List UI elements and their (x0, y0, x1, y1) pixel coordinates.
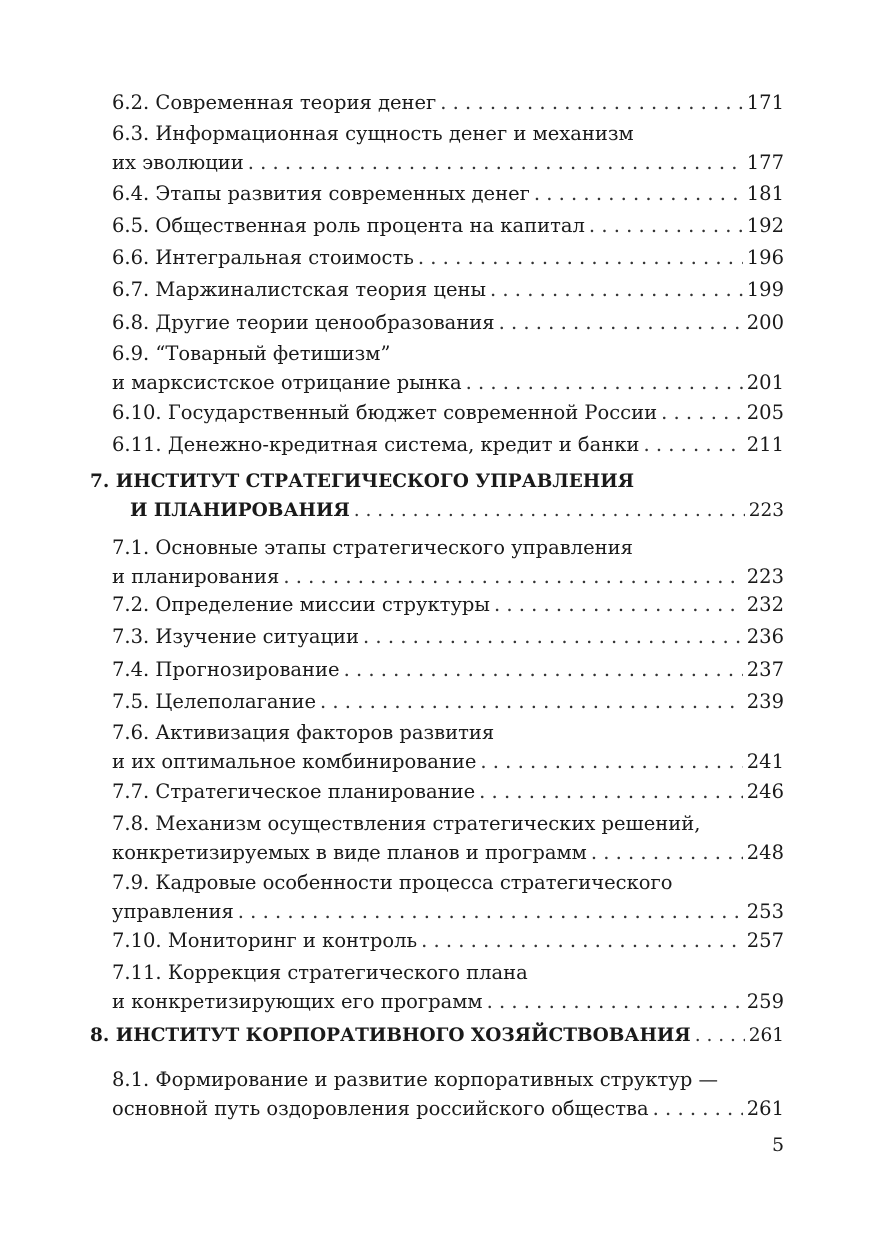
dot-leader (320, 687, 743, 716)
toc-entry-7-1 (112, 533, 784, 591)
toc-entry-6-10 (112, 398, 784, 427)
toc-entry-6-9 (112, 339, 784, 397)
toc-page-number: 171 (746, 91, 784, 114)
toc-entry-title: 6.10. Государственный бюджет современной России (112, 401, 658, 424)
dot-leader (363, 622, 743, 651)
page-number: 5 (772, 1134, 785, 1156)
toc-entry-7-11 (112, 958, 784, 1016)
toc-entry-7-5 (112, 687, 784, 716)
dot-leader (418, 243, 743, 272)
dot-leader (534, 179, 743, 208)
dot-leader (354, 496, 745, 525)
chapter-title: 7. ИНСТИТУТ СТРАТЕГИЧЕСКОГО УПРАВЛЕНИЯ (90, 471, 635, 492)
toc-entry-6-4 (112, 179, 784, 208)
chapter-title-continued: И ПЛАНИРОВАНИЯ (130, 500, 350, 521)
dot-leader (695, 1021, 745, 1050)
toc-entry-title-continued: основной путь оздоровления российского общества (112, 1097, 649, 1120)
dot-leader (499, 308, 743, 337)
toc-entry-8-1 (112, 1065, 784, 1123)
toc-entry-title: 7.3. Изучение ситуации (112, 625, 360, 648)
toc-page-number: 177 (746, 151, 784, 174)
toc-entry-title-continued: и конкретизирующих его программ (112, 990, 483, 1013)
toc-entry-7-9 (112, 868, 784, 926)
dot-leader (479, 777, 743, 806)
toc-entry-title: 7.1. Основные этапы стратегического управления (112, 536, 633, 559)
toc-page-number: 196 (746, 246, 784, 269)
chapter-title: 8. ИНСТИТУТ КОРПОРАТИВНОГО ХОЗЯЙСТВОВАНИЯ (90, 1025, 691, 1046)
toc-entry-7-8 (112, 809, 784, 867)
toc-entry-title: 6.4. Этапы развития современных денег (112, 182, 530, 205)
toc-page-number: 199 (746, 278, 784, 301)
toc-entry-7-7 (112, 777, 784, 806)
dot-leader (589, 211, 743, 240)
dot-leader (653, 1094, 743, 1123)
dot-leader (643, 430, 742, 459)
dot-leader (487, 987, 743, 1016)
toc-entry-title: 6.8. Другие теории ценообразования (112, 311, 495, 334)
toc-entry-title: 7.6. Активизация факторов развития (112, 721, 495, 744)
dot-leader (466, 368, 743, 397)
toc-entry-6-11 (112, 430, 784, 459)
toc-page-number: 248 (746, 841, 784, 864)
toc-entry-title: 7.10. Мониторинг и контроль (112, 929, 418, 952)
toc-entry-title: 6.6. Интегральная стоимость (112, 246, 414, 269)
dot-leader (480, 747, 742, 776)
dot-leader (248, 148, 743, 177)
toc-page-number: 201 (746, 371, 784, 394)
toc-entry-title: 7.2. Определение миссии структуры (112, 593, 490, 616)
toc-entry-title: 6.3. Информационная сущность денег и механизм (112, 122, 634, 145)
toc-page-number: 211 (746, 433, 784, 456)
dot-leader (238, 897, 743, 926)
toc-entry-6-7 (112, 275, 784, 304)
toc-page-number: 205 (746, 401, 784, 424)
toc-entry-title-continued: и их оптимальное комбинирование (112, 750, 477, 773)
dot-leader (283, 562, 742, 591)
toc-entry-title-continued: управления (112, 900, 234, 923)
dot-leader (591, 838, 743, 867)
dot-leader (661, 398, 743, 427)
dot-leader (490, 275, 743, 304)
toc-entry-6-5 (112, 211, 784, 240)
toc-page-number: 236 (746, 625, 784, 648)
toc-entry-title: 7.7. Стратегическое планирование (112, 780, 476, 803)
dot-leader (440, 88, 743, 117)
toc-page-number: 181 (746, 182, 784, 205)
toc-page-number: 232 (746, 593, 784, 616)
toc-entry-6-6 (112, 243, 784, 272)
toc-page-number: 241 (746, 750, 784, 773)
toc-entry-title-continued: конкретизируемых в виде планов и программ (112, 841, 587, 864)
toc-entry-title-continued: и марксистское отрицание рынка (112, 371, 462, 394)
toc-page-number: 261 (746, 1097, 784, 1120)
toc-entry-7-2 (112, 590, 784, 619)
toc-entry-title: 6.2. Современная теория денег (112, 91, 437, 114)
toc-entry-title: 7.11. Коррекция стратегического плана (112, 961, 528, 984)
toc-entry-title: 7.4. Прогнозирование (112, 658, 340, 681)
toc-entry-title: 7.5. Целеполагание (112, 690, 317, 713)
toc-entry-title: 6.7. Маржиналистская теория цены (112, 278, 487, 301)
toc-entry-title-continued: их эволюции (112, 151, 244, 174)
toc-page-number: 192 (746, 214, 784, 237)
toc-page-number: 239 (746, 690, 784, 713)
toc-entry-title: 7.8. Механизм осуществления стратегических решений, (112, 812, 701, 835)
dot-leader (344, 655, 743, 684)
toc-entry-title: 6.11. Денежно-кредитная система, кредит и банки (112, 433, 640, 456)
toc-entry-7-10 (112, 926, 784, 955)
toc-entry-6-2 (112, 88, 784, 117)
dot-leader (494, 590, 743, 619)
toc-page-number: 237 (746, 658, 784, 681)
toc-entry-title: 7.9. Кадровые особенности процесса стратегического (112, 871, 673, 894)
toc-chapter-8 (90, 1021, 784, 1050)
toc-entry-6-8 (112, 308, 784, 337)
toc-chapter-7 (90, 467, 784, 525)
toc-entry-7-6 (112, 718, 784, 776)
toc-page-number: 253 (746, 900, 784, 923)
toc-entry-title: 6.9. “Товарный фетишизм” (112, 342, 391, 365)
toc-page-number: 257 (746, 929, 784, 952)
toc-entry-6-3 (112, 119, 784, 177)
toc-page-number: 261 (748, 1025, 784, 1046)
toc-page-number: 200 (746, 311, 784, 334)
toc-page-number: 259 (746, 990, 784, 1013)
toc-entry-7-3 (112, 622, 784, 651)
toc-page-number: 246 (746, 780, 784, 803)
toc-page-number: 223 (748, 500, 784, 521)
dot-leader (421, 926, 743, 955)
toc-entry-7-4 (112, 655, 784, 684)
toc-entry-title: 6.5. Общественная роль процента на капитал (112, 214, 585, 237)
toc-entry-title: 8.1. Формирование и развитие корпоративных структур — (112, 1068, 719, 1091)
toc-entry-title-continued: и планирования (112, 565, 280, 588)
toc-page-number: 223 (746, 565, 784, 588)
